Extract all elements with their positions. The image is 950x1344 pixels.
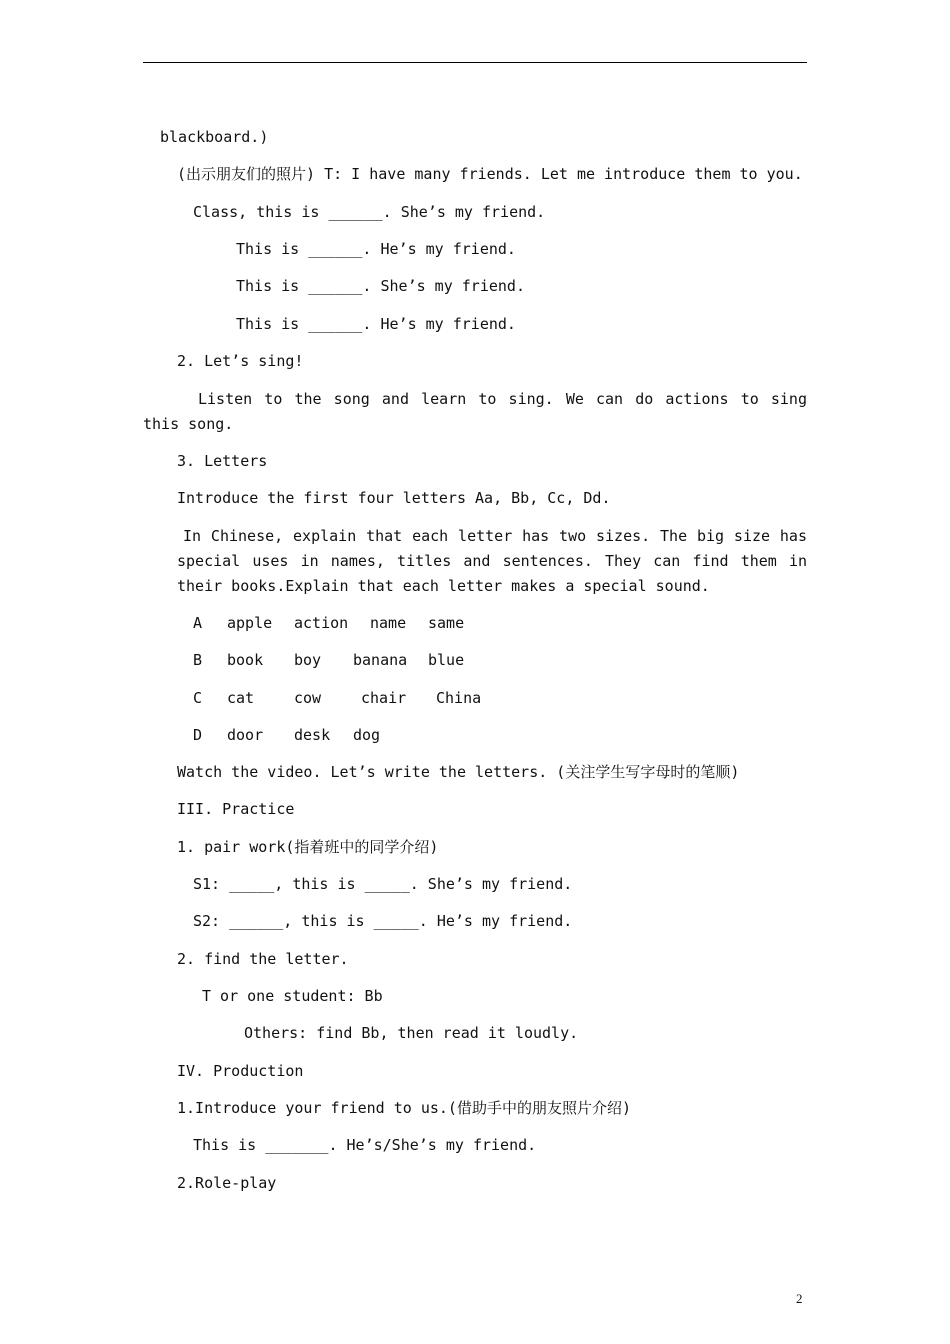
example-word: China (436, 689, 482, 707)
row-letter: A (193, 614, 203, 632)
example-word: blue (428, 651, 465, 669)
example-word: cat (227, 689, 255, 707)
example-word: cow (294, 689, 322, 707)
text-line-find-letter: 2. find the letter. (177, 950, 349, 968)
text-line-class-this-is: Class, this is ______. She’s my friend. (193, 203, 546, 221)
example-word: book (227, 651, 264, 669)
example-word: door (227, 726, 264, 744)
text-line-others: Others: find Bb, then read it loudly. (244, 1024, 579, 1042)
row-letter: B (193, 651, 203, 669)
example-word: dog (353, 726, 381, 744)
text-line-watch-video: Watch the video. Let’s write the letters. (关注学生写字母时的笔顺) (177, 763, 740, 781)
letter-row-d (0, 726, 950, 744)
text-line-this-is-he-2: This is ______. He’s my friend. (236, 315, 516, 333)
letter-row-a (0, 614, 950, 632)
section-heading-lets-sing: 2. Let’s sing! (177, 352, 304, 370)
example-word: boy (294, 651, 322, 669)
letter-row-c (0, 689, 950, 707)
text-line-role-play: 2.Role-play (177, 1174, 277, 1192)
row-letter: D (193, 726, 203, 744)
text-line-this-is-she: This is ______. She’s my friend. (236, 277, 525, 295)
text-line-letters-intro: Introduce the first four letters Aa, Bb, Cc, Dd. (177, 489, 611, 507)
example-word: desk (294, 726, 331, 744)
text-line-s2: S2: ______, this is _____. He’s my friend. (193, 912, 573, 930)
example-word: apple (227, 614, 273, 632)
page-number: 2 (796, 1291, 803, 1306)
text-line-this-is-hes-shes: This is _______. He’s/She’s my friend. (193, 1136, 537, 1154)
section-heading-letters: 3. Letters (177, 452, 268, 470)
example-word: action (294, 614, 349, 632)
example-word: name (370, 614, 407, 632)
text-line-introduce-friend: 1.Introduce your friend to us.(借助手中的朋友照片介绍) (177, 1099, 631, 1117)
row-letter: C (193, 689, 203, 707)
text-line-t-or-student: T or one student: Bb (202, 987, 383, 1005)
text-line-blackboard: blackboard.) (160, 128, 269, 146)
example-word: same (428, 614, 465, 632)
text-line-s1: S1: _____, this is _____. She’s my friend. (193, 875, 573, 893)
text-line-pair-work: 1. pair work(指着班中的同学介绍) (177, 838, 439, 856)
paragraph-letters-explain: In Chinese, explain that each letter has two sizes. The big size has special uses in names, titles and sentences. They can find them in their books.Explain that each letter makes a special sound. (177, 527, 807, 595)
example-word: banana (353, 651, 408, 669)
section-heading-practice: III. Practice (177, 800, 295, 818)
example-word: chair (361, 689, 407, 707)
section-heading-production: IV. Production (177, 1062, 304, 1080)
text-line-this-is-he-1: This is ______. He’s my friend. (236, 240, 516, 258)
letter-row-b (0, 651, 950, 669)
text-line-photos-intro: (出示朋友们的照片) T: I have many friends. Let me introduce them to you. (177, 165, 803, 183)
paragraph-lets-sing: Listen to the song and learn to sing. We can do actions to sing this song. (143, 390, 807, 433)
header-rule (143, 62, 807, 63)
